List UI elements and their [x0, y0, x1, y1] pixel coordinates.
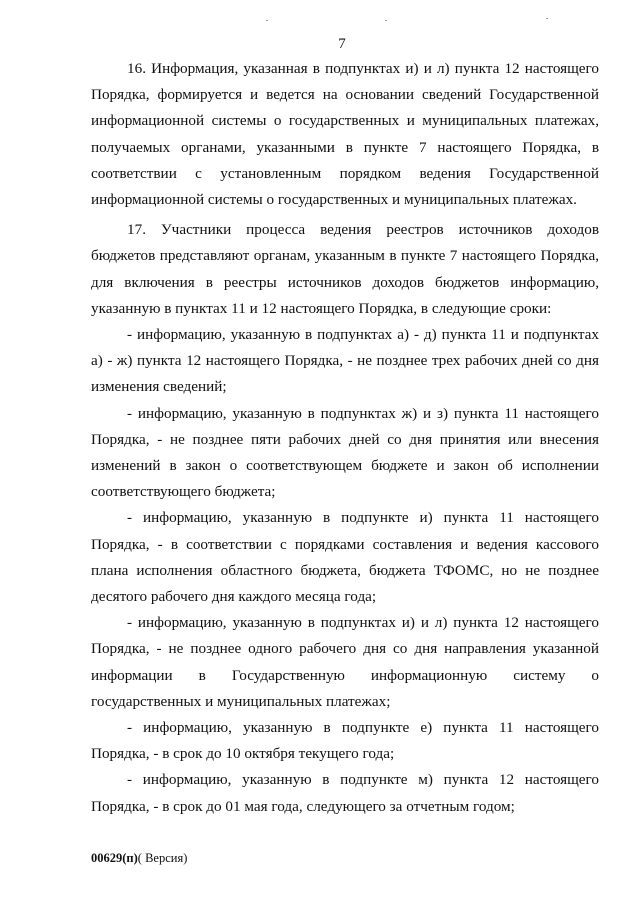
scan-speck	[266, 20, 268, 21]
list-item-deadline: - информацию, указанную в подпункте и) пункта 11 настоящего Порядка, - в соответствии с порядками составления и ведения кассового плана исполнения областного бюджета, бюджета ТФОМС, но не позднее десятого рабочего дня каждого месяца года;	[91, 509, 599, 606]
page-number: 7	[338, 36, 346, 52]
paragraph-17: 17. Участники процесса ведения реестров источников доходов бюджетов представляют органам, указанным в пункте 7 настоящего Порядка, для включения в реестры источников доходов бюджетов информацию, указанную в пунктах 11 и 12 настоящего Порядка, в следующие сроки:	[91, 221, 599, 317]
list-item-deadline: - информацию, указанную в подпунктах а) - д) пункта 11 и подпунктах а) - ж) пункта 12 настоящего Порядка, - не позднее трех рабочих дней со дня изменения сведений;	[91, 326, 599, 396]
list-item-deadline: - информацию, указанную в подпунктах ж) и з) пункта 11 настоящего Порядка, - не позднее пяти рабочих дней со дня принятия или внесения изменений в закон о соответствующем бюджете и закон об исполнении соответствующего бюджета;	[91, 404, 599, 501]
paragraph-16: 16. Информация, указанная в подпунктах и) и л) пункта 12 настоящего Порядка, формируется и ведется на основании сведений Государственной информационной системы о государственных и муниципальных платежах, получаемых органами, указанными в пункте 7 настоящего Порядка, в соответствии с установленным порядком ведения Государственной информационной системы о государственных и муниципальных платежах.	[91, 60, 599, 209]
list-item-deadline: - информацию, указанную в подпункте м) пункта 12 настоящего Порядка, - в срок до 01 мая года, следующего за отчетным годом;	[91, 771, 599, 815]
scan-speck	[385, 20, 387, 21]
document-version: ( Версия)	[137, 851, 188, 865]
document-body	[91, 56, 599, 820]
list-item-deadline: - информацию, указанную в подпункте е) пункта 11 настоящего Порядка, - в срок до 10 октября текущего года;	[91, 719, 599, 763]
scan-speck	[546, 18, 548, 19]
document-code: 00629(п)	[91, 851, 138, 865]
document-footer	[91, 850, 187, 866]
list-item-deadline: - информацию, указанную в подпунктах и) и л) пункта 12 настоящего Порядка, - не позднее одного рабочего дня со дня направления указанной информации в Государственную информационную систему о государственных и муниципальных платежах;	[91, 614, 599, 710]
